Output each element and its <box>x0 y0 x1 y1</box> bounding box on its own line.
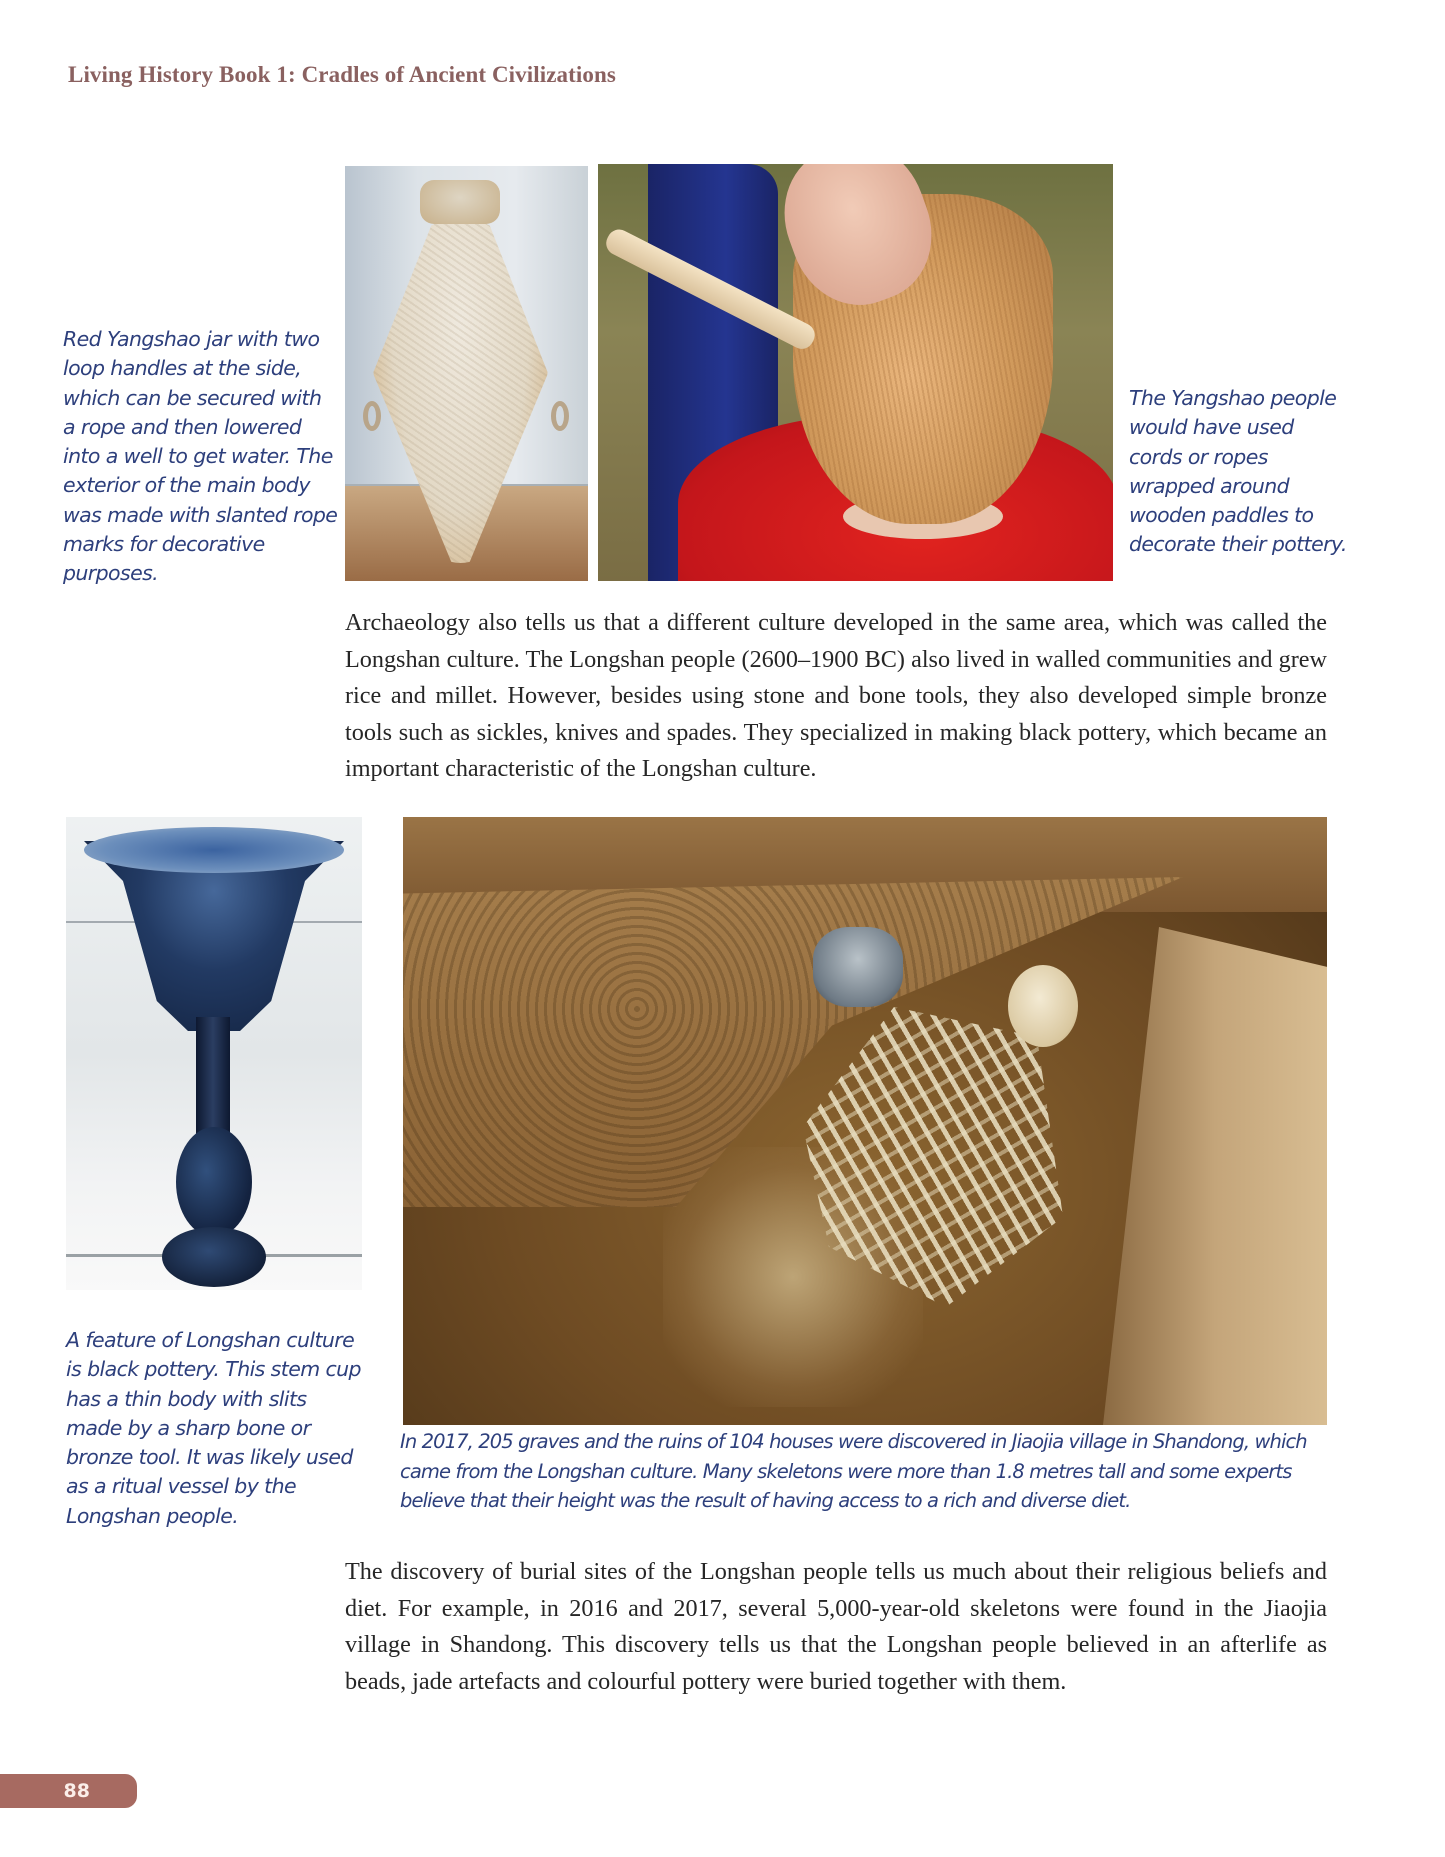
pottery-caption: The Yangshao people would have used cords or ropes wrapped around wooden paddles to decorate their pottery. <box>1129 386 1347 557</box>
pottery-decorating-photo <box>598 164 1113 581</box>
page-number-tab <box>0 1774 137 1808</box>
jar-caption: Red Yangshao jar with two loop handles at the side, which can be secured with a rope and then lowered into a well to get water. The exterior of the main body was made with slanted rope marks for decorative purposes. <box>63 327 338 586</box>
burial-pottery <box>813 927 903 1007</box>
burial-site-photo <box>403 817 1327 1425</box>
skull <box>1008 965 1078 1047</box>
body-paragraph-1: Archaeology also tells us that a different culture developed in the same area, which was called the Longshan culture. The Longshan people (2600–1900 BC) also lived in walled communities and grew rice and millet. However, besides using stone and bone tools, they also developed simple bronze tools such as sickles, knives and spades. They specialized in making black pottery, which became an important characteristic of the Longshan culture. <box>345 609 1327 783</box>
black-stem-cup-photo <box>66 817 362 1290</box>
cup-foot <box>162 1227 266 1287</box>
grave-side-wall <box>1103 927 1327 1425</box>
cup-bulb <box>176 1127 252 1237</box>
jar-handle-right <box>551 401 569 431</box>
yangshao-jar-photo <box>345 166 588 581</box>
body-paragraph-2: The discovery of burial sites of the Longshan people tells us much about their religious beliefs and diet. For example, in 2016 and 2017, several 5,000-year-old skeletons were found in the Jiaojia village in Shandong. This discovery tells us that the Longshan people believed in an afterlife as beads, jade artefacts and colourful pottery were buried together with them. <box>345 1558 1327 1695</box>
jar-handle-left <box>363 401 381 431</box>
jar-neck <box>420 180 500 224</box>
page-number: 88 <box>63 1780 90 1802</box>
cup-rim <box>84 827 344 873</box>
running-title: Living History Book 1: Cradles of Ancient Civilizations <box>68 62 616 87</box>
burial-caption: In 2017, 205 graves and the ruins of 104 houses were discovered in Jiaojia village in Shandong, which came from the Longshan culture. Many skeletons were more than 1.8 metres tall and some experts believe that their height was the result of having access to a rich and diverse diet. <box>400 1430 1307 1512</box>
cup-caption: A feature of Longshan culture is black pottery. This stem cup has a thin body with slits made by a sharp bone or bronze tool. It was likely used as a ritual vessel by the Longshan people. <box>66 1328 361 1528</box>
